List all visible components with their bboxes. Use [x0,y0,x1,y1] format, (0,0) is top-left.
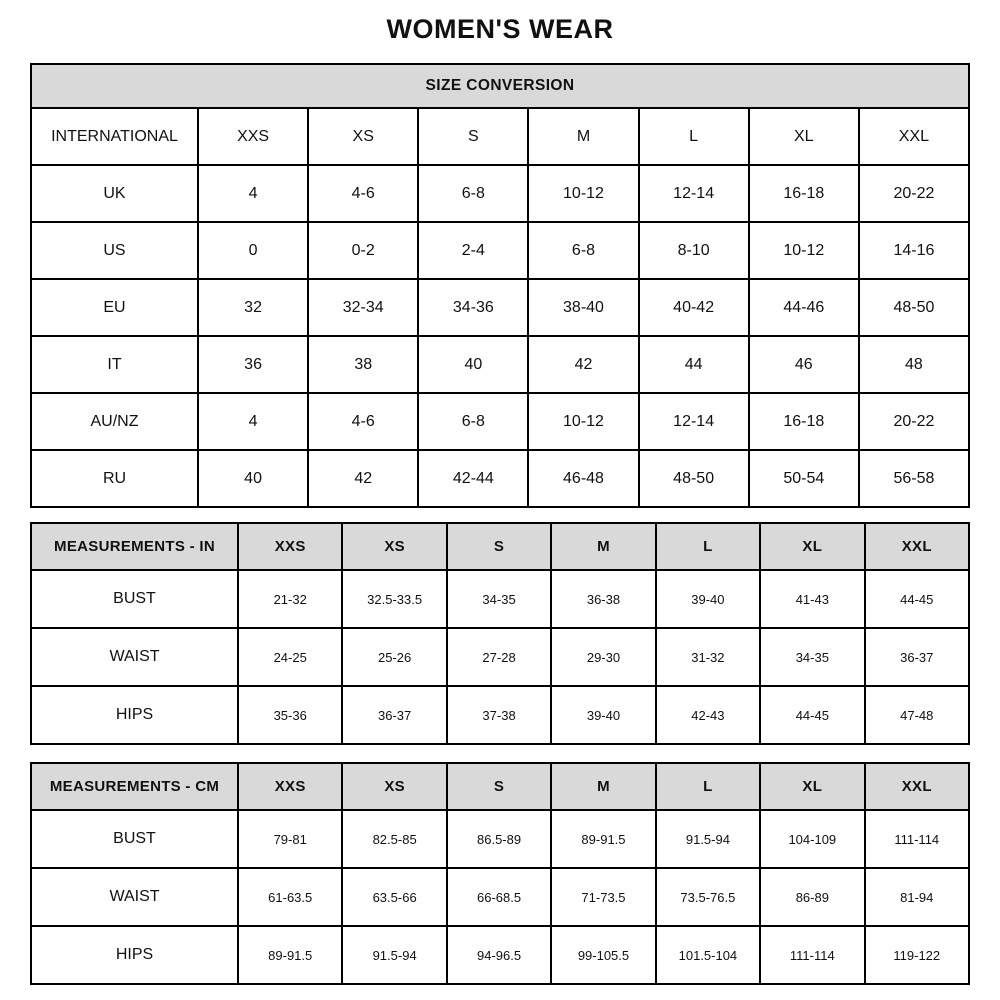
table-cell: 61-63.5 [238,868,342,926]
column-header: XXS [238,763,342,810]
table-cell: 91.5-94 [656,810,760,868]
row-label: INTERNATIONAL [31,108,198,165]
table-cell: 25-26 [342,628,446,686]
column-header: S [447,763,551,810]
table-cell: 42 [308,450,418,507]
table-cell: 99-105.5 [551,926,655,984]
table-cell: M [528,108,638,165]
table-cell: 6-8 [528,222,638,279]
table-cell: 42 [528,336,638,393]
table-cell: 101.5-104 [656,926,760,984]
column-header: XXL [865,523,969,570]
table-row [31,810,969,868]
table-cell: 38-40 [528,279,638,336]
table-cell: 94-96.5 [447,926,551,984]
table-title-cell: MEASUREMENTS - IN [31,523,238,570]
table-cell: 16-18 [749,165,859,222]
table-cell: 32-34 [308,279,418,336]
table-cell: 29-30 [551,628,655,686]
table-cell: 79-81 [238,810,342,868]
column-header: XXL [865,763,969,810]
table-row [31,686,969,744]
measurements-cm-body [31,763,969,984]
row-label: UK [31,165,198,222]
row-label: IT [31,336,198,393]
table-cell: 40 [198,450,308,507]
table-cell: 6-8 [418,393,528,450]
table-cell: XXS [198,108,308,165]
table-cell: 36-37 [342,686,446,744]
column-header: S [447,523,551,570]
table-cell: 10-12 [528,393,638,450]
table-banner: SIZE CONVERSION [31,64,969,108]
table-cell: 71-73.5 [551,868,655,926]
table-title-cell: MEASUREMENTS - CM [31,763,238,810]
table-cell: 10-12 [749,222,859,279]
table-cell: 20-22 [859,165,969,222]
table-cell: 41-43 [760,570,864,628]
table-cell: 16-18 [749,393,859,450]
measurements-cm-table [30,762,970,985]
table-cell: 111-114 [865,810,969,868]
table-row [31,336,969,393]
table-cell: 81-94 [865,868,969,926]
column-header: XL [760,523,864,570]
table-cell: 86.5-89 [447,810,551,868]
table-cell: 36-38 [551,570,655,628]
table-cell: 42-43 [656,686,760,744]
table-cell: 34-35 [447,570,551,628]
table-cell: 104-109 [760,810,864,868]
table-cell: 36 [198,336,308,393]
table-cell: 10-12 [528,165,638,222]
table-cell: 39-40 [551,686,655,744]
table-cell: 36-37 [865,628,969,686]
table-cell: 86-89 [760,868,864,926]
page-title: WOMEN'S WEAR [386,14,614,44]
table-cell: 40 [418,336,528,393]
table-cell: 48-50 [639,450,749,507]
measurements-in-table [30,522,970,745]
table-cell: 119-122 [865,926,969,984]
table-cell: 50-54 [749,450,859,507]
table-row [31,222,969,279]
column-header: XXS [238,523,342,570]
column-header: XS [342,763,446,810]
size-conversion-table [30,63,970,508]
table-cell: 27-28 [447,628,551,686]
row-label: RU [31,450,198,507]
table-cell: 42-44 [418,450,528,507]
table-cell: 44-45 [865,570,969,628]
table-cell: 46 [749,336,859,393]
table-cell: 44-45 [760,686,864,744]
table-cell: 63.5-66 [342,868,446,926]
table-cell: 89-91.5 [238,926,342,984]
table-row [31,868,969,926]
size-conversion-body [31,64,969,507]
table-cell: 20-22 [859,393,969,450]
column-header: XS [342,523,446,570]
table-cell: 89-91.5 [551,810,655,868]
measurements-in-body [31,523,969,744]
table-cell: 82.5-85 [342,810,446,868]
table-cell: 48 [859,336,969,393]
table-cell: 35-36 [238,686,342,744]
column-header: L [656,763,760,810]
table-banner-row [31,64,969,108]
table-header-row [31,763,969,810]
table-cell: 38 [308,336,418,393]
table-cell: 66-68.5 [447,868,551,926]
table-cell: 21-32 [238,570,342,628]
table-cell: 0-2 [308,222,418,279]
table-cell: 14-16 [859,222,969,279]
table-cell: 91.5-94 [342,926,446,984]
table-cell: 12-14 [639,165,749,222]
table-cell: 4-6 [308,393,418,450]
row-label: WAIST [31,868,238,926]
table-row [31,108,969,165]
table-row [31,628,969,686]
table-cell: 37-38 [447,686,551,744]
row-label: WAIST [31,628,238,686]
table-cell: 8-10 [639,222,749,279]
table-cell: XL [749,108,859,165]
table-cell: 2-4 [418,222,528,279]
table-row [31,450,969,507]
table-row [31,926,969,984]
table-cell: 73.5-76.5 [656,868,760,926]
table-cell: 40-42 [639,279,749,336]
row-label: BUST [31,810,238,868]
table-cell: XS [308,108,418,165]
table-cell: 32.5-33.5 [342,570,446,628]
table-cell: 44-46 [749,279,859,336]
table-cell: 24-25 [238,628,342,686]
table-cell: 0 [198,222,308,279]
table-header-row [31,523,969,570]
row-label: US [31,222,198,279]
table-cell: 4 [198,165,308,222]
row-label: HIPS [31,686,238,744]
table-cell: 46-48 [528,450,638,507]
table-cell: 4-6 [308,165,418,222]
table-cell: S [418,108,528,165]
table-cell: 44 [639,336,749,393]
table-cell: 56-58 [859,450,969,507]
table-row [31,279,969,336]
table-cell: 111-114 [760,926,864,984]
row-label: BUST [31,570,238,628]
table-cell: XXL [859,108,969,165]
table-cell: 47-48 [865,686,969,744]
column-header: M [551,523,655,570]
table-cell: L [639,108,749,165]
table-row [31,570,969,628]
table-row [31,165,969,222]
column-header: L [656,523,760,570]
table-cell: 12-14 [639,393,749,450]
table-cell: 6-8 [418,165,528,222]
table-cell: 48-50 [859,279,969,336]
table-row [31,393,969,450]
table-cell: 31-32 [656,628,760,686]
row-label: EU [31,279,198,336]
table-cell: 32 [198,279,308,336]
row-label: AU/NZ [31,393,198,450]
table-cell: 34-35 [760,628,864,686]
table-cell: 34-36 [418,279,528,336]
column-header: XL [760,763,864,810]
table-cell: 39-40 [656,570,760,628]
column-header: M [551,763,655,810]
row-label: HIPS [31,926,238,984]
table-cell: 4 [198,393,308,450]
